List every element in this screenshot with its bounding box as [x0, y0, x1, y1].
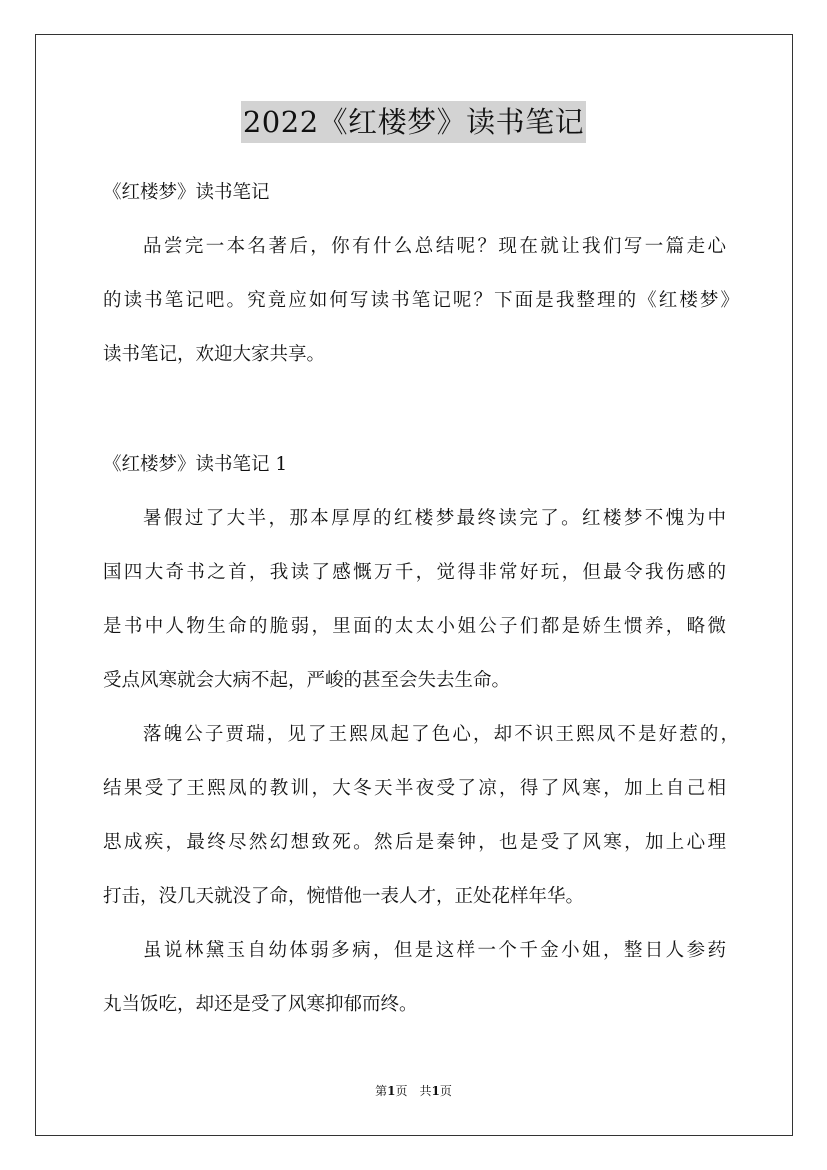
page-footer: [0, 1083, 827, 1099]
intro-line: 的读书笔记吧。究竟应如何写读书笔记呢？下面是我整理的《红楼梦》: [103, 290, 739, 311]
footer-suffix: 页: [439, 1084, 452, 1098]
paragraph-line: 国四大奇书之首，我读了感慨万千，觉得非常好玩，但最令我伤感的: [103, 562, 726, 583]
section-heading: 《红楼梦》读书笔记 1: [103, 454, 288, 475]
intro-line: 读书笔记，欢迎大家共享。: [103, 344, 326, 365]
paragraph-line: 虽说林黛玉自幼体弱多病，但是这样一个千金小姐，整日人参药: [143, 940, 726, 961]
footer-mid: 页 共: [395, 1084, 432, 1098]
document-title: [0, 101, 827, 143]
intro-line: 品尝完一本名著后，你有什么总结呢？现在就让我们写一篇走心: [143, 236, 726, 257]
paragraph-line: 暑假过了大半，那本厚厚的红楼梦最终读完了。红楼梦不愧为中: [143, 508, 726, 529]
paragraph-line: 打击，没几天就没了命，惋惜他一表人才，正处花样年华。: [103, 886, 585, 907]
paragraph-line: 落魄公子贾瑞，见了王熙凤起了色心，却不识王熙凤不是好惹的，: [143, 724, 739, 745]
paragraph-line: 思成疾，最终尽然幻想致死。然后是秦钟，也是受了风寒，加上心理: [103, 832, 726, 853]
paragraph-line: 受点风寒就会大病不起，严峻的甚至会失去生命。: [103, 670, 511, 691]
paragraph-line: 是书中人物生命的脆弱，里面的太太小姐公子们都是娇生惯养，略微: [103, 616, 726, 637]
intro-heading: 《红楼梦》读书笔记: [103, 182, 270, 203]
paragraph-line: 结果受了王熙凤的教训，大冬天半夜受了凉，得了风寒，加上自己相: [103, 778, 726, 799]
footer-total-pages: 1: [431, 1084, 440, 1098]
footer-page-number: 1: [387, 1084, 396, 1098]
document-title-text: 2022《红楼梦》读书笔记: [241, 101, 586, 143]
footer-prefix: 第: [375, 1084, 388, 1098]
paragraph-line: 丸当饭吃，却还是受了风寒抑郁而终。: [103, 994, 418, 1015]
